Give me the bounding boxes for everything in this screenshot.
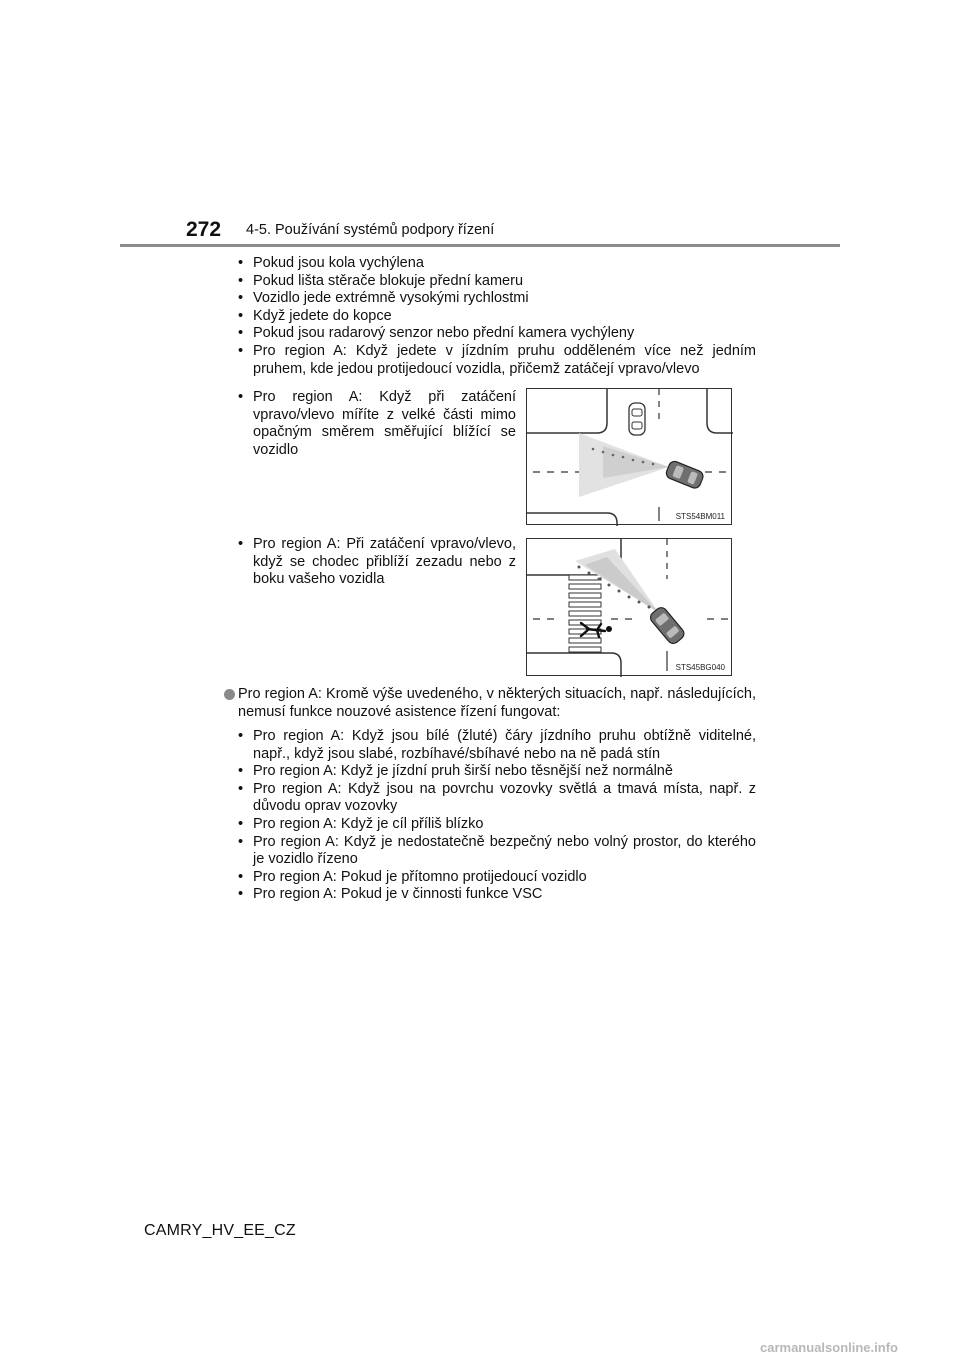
- crosswalk-diagram: [527, 539, 733, 677]
- list-item: • Pokud jsou kola vychýlena: [236, 255, 756, 273]
- figure-caption-2: [236, 536, 516, 589]
- list-item: • Pokud lišta stěrače blokuje přední kameru: [236, 273, 756, 291]
- list-item: • Vozidlo jede extrémně vysokými rychlostmi: [236, 290, 756, 308]
- page-number: 272: [186, 218, 222, 241]
- round-bullet-icon: [224, 689, 235, 700]
- document-code: CAMRY_HV_EE_CZ: [144, 1222, 296, 1239]
- section-title: 4-5. Používání systémů podpory řízení: [246, 222, 495, 238]
- list-item: • Pro region A: Když je nedostatečně bezpečný nebo volný prostor, do kterého je vozidlo řízeno: [236, 834, 756, 869]
- watermark: carmanualsonline.info: [760, 1340, 898, 1355]
- list-item: • Pro region A: Pokud je přítomno protijedoucí vozidlo: [236, 869, 756, 887]
- list-item: • Když jedete do kopce: [236, 308, 756, 326]
- note-text: Pro region A: Kromě výše uvedeného, v některých situacích, např. následujících, nemusí funkce nouzové asistence řízení fungovat:: [238, 686, 756, 720]
- page-header: [0, 0, 960, 250]
- list-item: • Pokud jsou radarový senzor nebo přední kamera vychýleny: [236, 325, 756, 343]
- list-item: • Pro region A: Pokud je v činnosti funkce VSC: [236, 886, 756, 904]
- illustration-oncoming-vehicle: [526, 388, 732, 525]
- figure-code: STS45BG040: [675, 663, 725, 672]
- figure-code: STS54BM011: [675, 512, 725, 521]
- condition-list-bottom: [236, 728, 756, 904]
- list-item: • Pro region A: Když jsou na povrchu vozovky světlá a tmavá místa, např. z důvodu oprav vozovky: [236, 781, 756, 816]
- illustration-pedestrian: [526, 538, 732, 676]
- condition-list-top: [236, 255, 756, 378]
- figure-caption-1: [236, 389, 516, 459]
- header-rule: [120, 244, 840, 247]
- intersection-diagram: [527, 389, 733, 526]
- list-item: • Pro region A: Při zatáčení vpravo/vlevo, když se chodec přiblíží zezadu nebo z boku vašeho vozidla: [236, 536, 516, 589]
- list-item: • Pro region A: Když jedete v jízdním pruhu odděleném více než jedním pruhem, kde jedou protijedoucí vozidla, přičemž zatáčejí vpravo/vlevo: [236, 343, 756, 378]
- list-item: • Pro region A: Když je cíl příliš blízko: [236, 816, 756, 834]
- list-item: • Pro region A: Když je jízdní pruh širší nebo těsnější než normálně: [236, 763, 756, 781]
- note-paragraph: [224, 686, 756, 721]
- list-item: • Pro region A: Když při zatáčení vpravo/vlevo míříte z velké části mimo opačným směrem směřující blížící se vozidlo: [236, 389, 516, 459]
- list-item: • Pro region A: Když jsou bílé (žluté) čáry jízdního pruhu obtížně viditelné, např., když jsou slabé, rozbíhavé/sbíhavé nebo na ně padá stín: [236, 728, 756, 763]
